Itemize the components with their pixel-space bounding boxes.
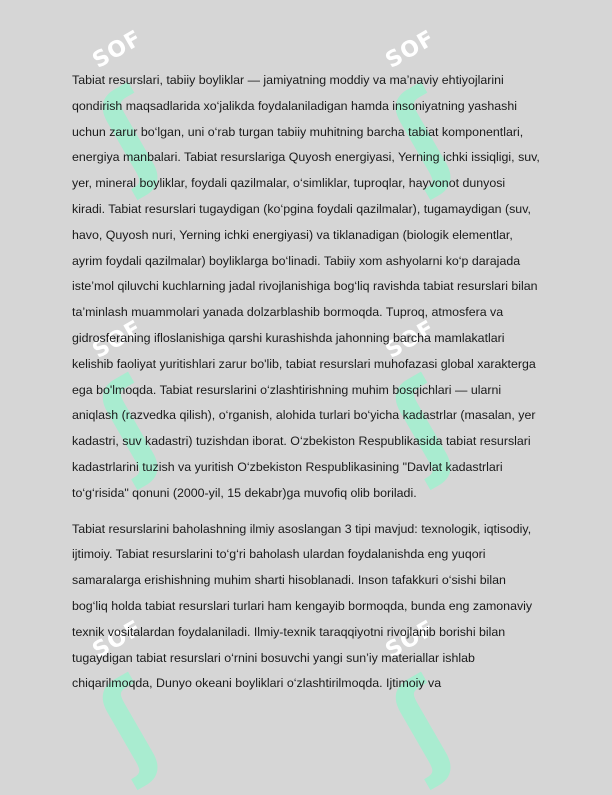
watermark-text: SOF [381,315,440,364]
watermark-text: SOF [381,25,440,74]
watermark-text: SOF [88,315,147,364]
paragraph-2: Tabiat resurslarini baholashning ilmiy asoslangan 3 tipi mavjud: texnologik, iqtisodiy, ijtimoiy. Tabiat resurslarini to‘g‘ri baholash ulardan foydalanishda eng yuqori samaralarga erishishning muhim sharti hisoblanadi. Inson tafakkuri o‘sishi bilan bog‘liq holda tabiat resurslari turlari ham kengayib bormoqda, bunda eng zamonaviy texnik vositalardan foydalaniladi. Ilmiy-texnik taraqqiyotni rivojlanib borishi bilan tugaydigan tabiat resurslari o‘rnini bosuvchi yangi sun’iy materiallar ishlab chiqarilmoqda, Dunyo okeani boyliklari o‘zlashtirilmoqda. Ijtimoiy va [72,521,533,691]
watermark-text: SOF [88,615,147,664]
watermark-mark: ʃ [77,356,182,491]
watermark-mark: ʃ [77,66,182,201]
watermark-mark: ʃ [370,66,475,201]
paragraph-1: Tabiat resurslari, tabiiy boyliklar — jamiyatning moddiy va ma’naviy ehtiyojlarini qondirish maqsadlarida xo‘jalikda foydalaniladigan hamda insoniyatning yashashi uchun zarur bo‘lgan, uni o‘rab turgan tabiiy muhitning barcha tabiat komponentlari, energiya manbalari. Tabiat resurslariga Quyosh energiyasi, Yerning ichki issiqligi, suv, yer, mineral boyliklar, foydali qazilmalar, o‘simliklar, tuproqlar, hayvonot dunyosi kiradi. Tabiat resurslari tugaydigan (ko‘pgina foydali qazilmalar), tugamaydigan (suv, havo, Quyosh nuri, Yerning ichki energiyasi) va tiklanadigan (biologik elementlar, ayrim foydali qazilmalar) boyliklarga bo‘linadi. Tabiiy xom ashyolarni ko‘p darajada iste’mol qiluvchi kuchlarning jadal rivojlanishiga bog‘liq ravishda tabiat resurslari bilan ta’minlash muammolari yanada dolzarblashib bormoqda. Tuproq, atmosfera va gidrosferaning ifloslanishiga qarshi kurashishda jahonning barcha mamlakatlari kelishib faoliyat yuritishlari zarur bo'lib, tabiat resurslari muhofazasi global xarakterga ega bo'lmoqda. Tabiat resurslarini o‘zlashtirishning muhim bosqichlari — ularni aniqlash (razvedka qilish), o‘rganish, alohida turlari bo‘yicha kadastrlar (masalan, yer kadastri, suv kadastri) tuzishdan iborat. O‘zbekiston Respublikasida tabiat resurslari kadastrlarini tuzish va yuritish O‘zbekiston Respublikasining "Davlat kadastrlari to‘g‘risida" qonuni (2000-yil, 15 dekabr)ga muvofiq olib boriladi. [72,73,540,500]
watermark-text: SOF [381,615,440,664]
document-body [72,68,540,707]
watermark-mark: ʃ [370,356,475,491]
watermark-mark: ʃ [77,656,182,791]
watermark-mark: ʃ [370,656,475,791]
watermark-text: SOF [88,25,147,74]
